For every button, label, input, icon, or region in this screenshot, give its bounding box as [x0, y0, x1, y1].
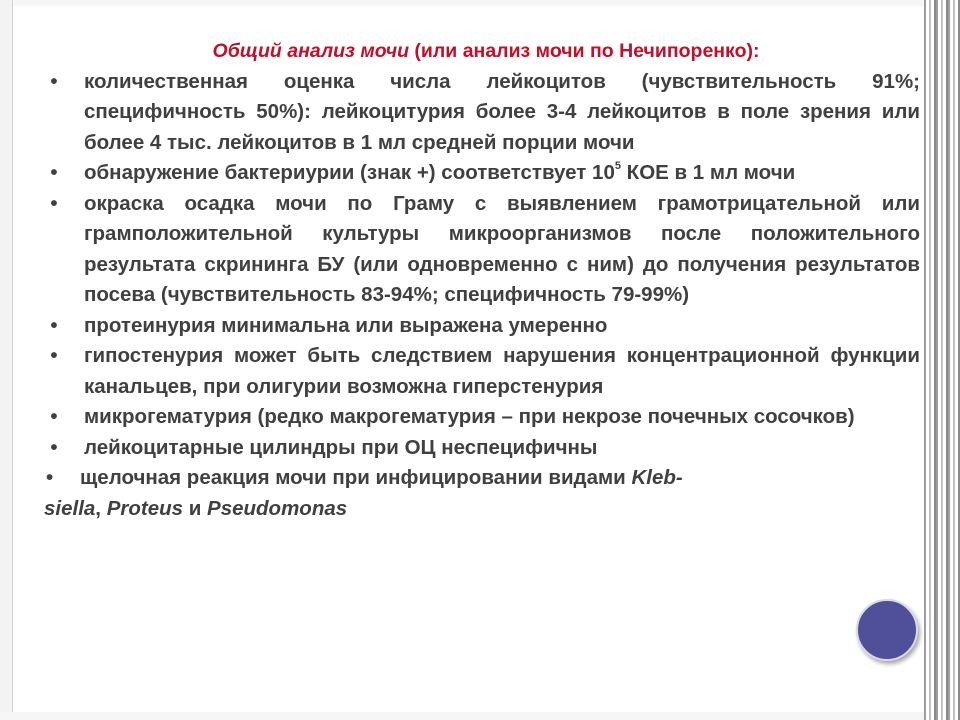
genus-proteus: Proteus: [106, 496, 184, 520]
list-item-text: микрогематурия (редко макрогематурия – при некрозе почечных сосочков): [84, 405, 855, 428]
list-item-text: щелочная реакция мочи при инфицировании видами: [80, 466, 632, 489]
slide-title: [52, 36, 920, 67]
genus-klebsiella: Kleb-: [631, 466, 683, 489]
list-item: [44, 67, 920, 159]
bullet-icon: •: [46, 466, 54, 489]
list-item: [44, 433, 920, 464]
list-item-text-cont: КОЕ в 1 мл мочи: [620, 161, 796, 184]
list-item: [44, 341, 920, 402]
list-item-text: количественная оценка числа лейкоцитов (чувствительность 91%; специфичность 50%): лейкоцитурия более 3-4 лейкоцитов в поле зрения или более 4 тыс. лейкоцитов в 1 мл средней порции мочи: [84, 69, 920, 154]
comma: ,: [95, 496, 107, 520]
list-item-text: гипостенурия может быть следствием нарушения концентрационной функции канальцев, при олигурии возможна гиперстенурия: [84, 344, 920, 398]
list-item: [44, 402, 920, 433]
superscript: 5: [614, 160, 621, 172]
title-italic: Общий анализ мочи: [212, 40, 410, 62]
list-item: [44, 189, 920, 311]
slide-bottom-border: [0, 712, 960, 720]
genus-pseudomonas: Pseudomonas: [207, 496, 348, 520]
slide-top-border: [0, 0, 960, 6]
list-item: [44, 158, 920, 189]
bullet-icon: •: [50, 69, 58, 93]
bullet-icon: •: [50, 313, 58, 337]
list-item-last: [44, 463, 824, 524]
bullet-icon: •: [50, 191, 58, 215]
list-item-text: лейкоцитарные цилиндры при ОЦ неспецифичны: [84, 435, 598, 459]
bullet-icon: •: [50, 344, 58, 367]
decorative-stripes: [924, 0, 960, 720]
slide-left-border: [0, 0, 13, 720]
list-item-text: окраска осадка мочи по Граму с выявлением грамотрицательной или грамположительной культуры микроорганизмов после положительного результата скрининга БУ (или одновременно с ним) до получения результатов посева (чувствительность 83-94%; специфичность 79-99%): [84, 191, 920, 306]
list-item: [44, 311, 920, 342]
bullet-icon: •: [50, 435, 58, 459]
list-item-text: обнаружение бактериурии (знак +) соответствует 10: [84, 161, 615, 184]
bullet-icon: •: [50, 405, 58, 428]
decorative-circle: [856, 599, 918, 661]
list-item-text: протеинурия минимальна или выражена умеренно: [84, 313, 608, 337]
bullet-icon: •: [50, 161, 58, 184]
slide-content: [44, 36, 920, 524]
genus-klebsiella-cont: siella: [44, 496, 96, 520]
conjunction: и: [183, 496, 208, 520]
title-rest: (или анализ мочи по Нечипоренко):: [409, 40, 760, 62]
